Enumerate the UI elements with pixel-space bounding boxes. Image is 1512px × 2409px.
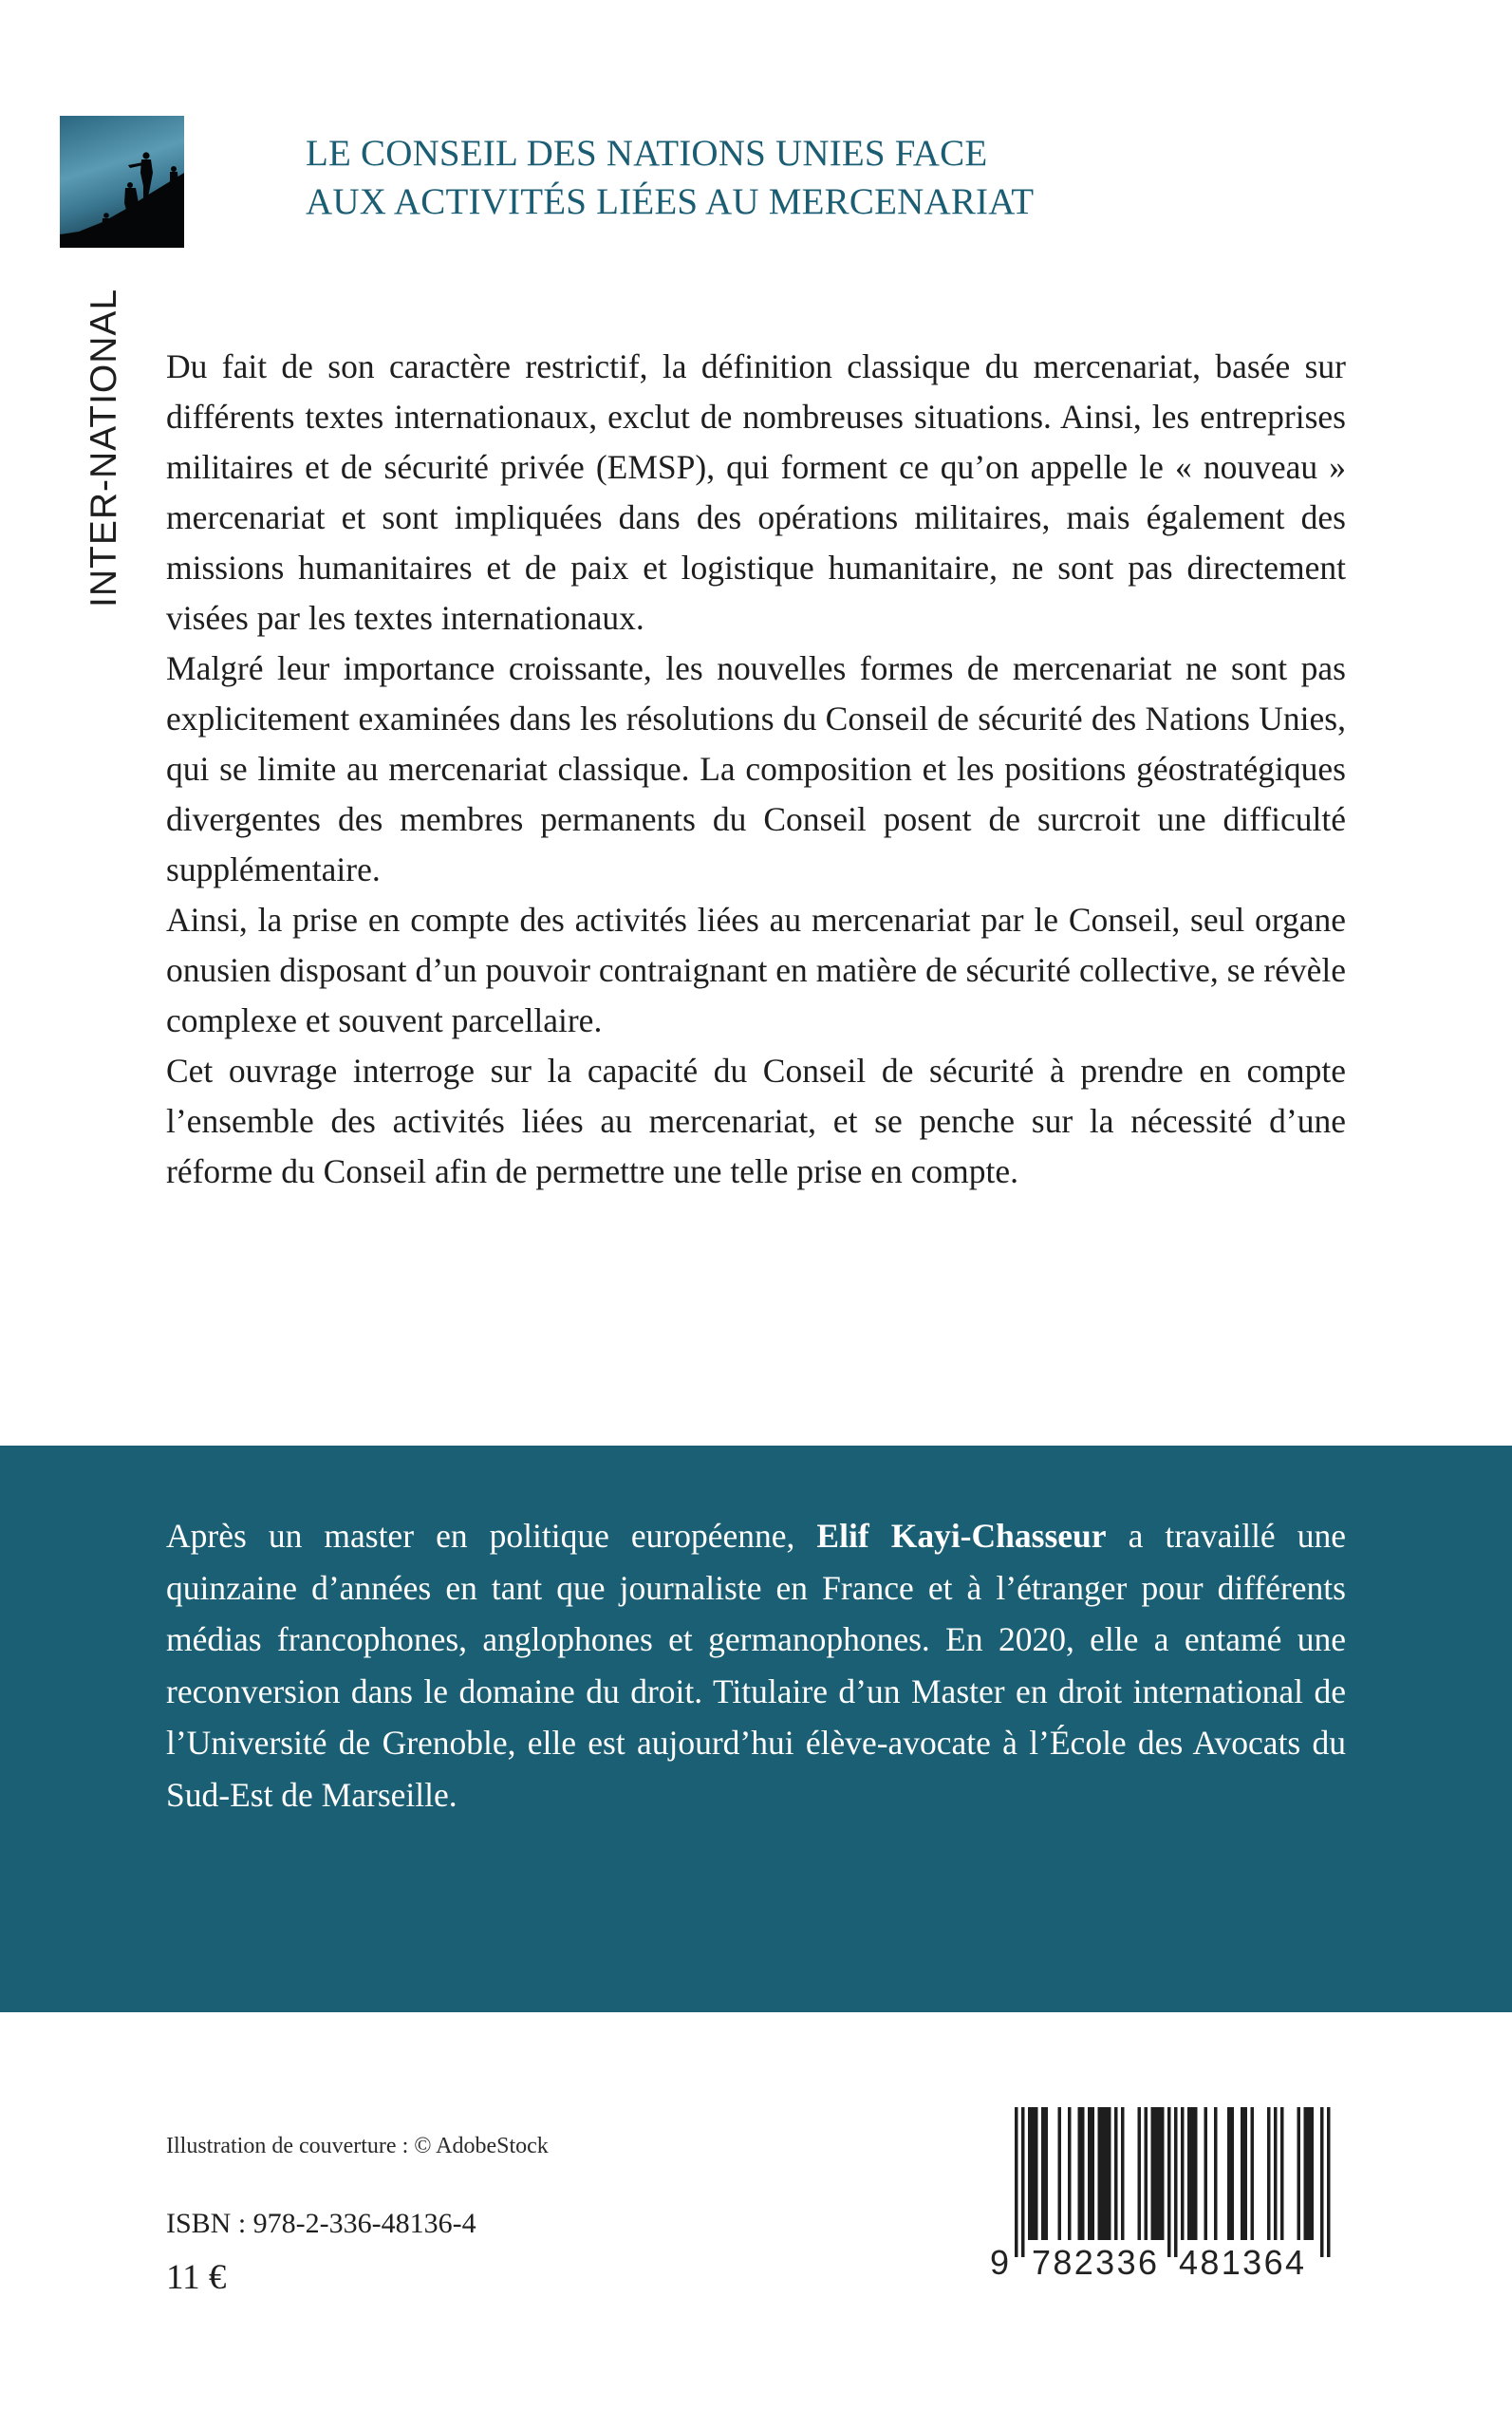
- isbn-label: ISBN : 978-2-336-48136-4: [166, 2208, 476, 2239]
- blurb-paragraph: Du fait de son caractère restrictif, la définition classique du mercenariat, basée sur différents textes internationaux, exclut de nombreuses situations. Ainsi, les entreprises militaires et de sécurité privée (EMSP), qui forment ce qu’on appelle le « nouveau » mercenariat et sont impliquées dans des opérations militaires, mais également des missions humanitaires et de paix et logistique humanitaire, ne sont pas directement visées par les textes internationaux.: [166, 347, 1346, 637]
- author-bio-body: a travaillé une quinzaine d’années en tant que journaliste en France et à l’étranger pour différents médias francophones, anglophones et germanophones. En 2020, elle a entamé une reconversion dans le domaine du droit. Titulaire d’un Master en droit international de l’Université de Grenoble, elle est aujourd’hui élève-avocate à l’École des Avocats du Sud-Est de Marseille.: [166, 1517, 1346, 1814]
- blurb-paragraph: Malgré leur importance croissante, les nouvelles formes de mercenariat ne sont pas explicitement examinées dans les résolutions du Conseil de sécurité des Nations Unies, qui se limite au mercenariat classique. La composition et les positions géostratégiques divergentes des membres permanents du Conseil posent de surcroit une difficulté supplémentaire.: [166, 649, 1346, 888]
- author-name: Elif Kayi-Chasseur: [816, 1517, 1107, 1555]
- blurb-paragraph: Cet ouvrage interroge sur la capacité du Conseil de sécurité à prendre en compte l’ensemble des activités liées au mercenariat, et se penche sur la nécessité d’une réforme du Conseil afin de permettre une telle prise en compte.: [166, 1052, 1346, 1190]
- barcode-left-digits: 782336: [1032, 2243, 1157, 2282]
- cover-thumbnail-image: [60, 116, 184, 248]
- author-bio-intro: Après un master en politique européenne,: [166, 1517, 817, 1555]
- illustration-credit: Illustration de couverture : © AdobeStock: [166, 2134, 549, 2158]
- soldiers-silhouette-icon: [60, 116, 184, 248]
- barcode-first-digit: 9: [990, 2243, 1010, 2282]
- barcode-right-digits: 481364: [1179, 2243, 1304, 2282]
- book-title-line-2: AUX ACTIVITÉS LIÉES AU MERCENARIAT: [306, 181, 1035, 222]
- series-label: INTER-NATIONAL: [84, 288, 124, 607]
- author-bio: [166, 1510, 1346, 1821]
- book-title: [306, 129, 1034, 226]
- barcode-icon: [982, 2102, 1343, 2283]
- ean13-barcode: [982, 2102, 1343, 2283]
- book-blurb: [166, 342, 1346, 1197]
- book-title-line-1: LE CONSEIL DES NATIONS UNIES FACE: [306, 133, 988, 174]
- price-label: 11 €: [166, 2258, 227, 2297]
- blurb-paragraph: Ainsi, la prise en compte des activités liées au mercenariat par le Conseil, seul organe onusien disposant d’un pouvoir contraignant en matière de sécurité collective, se révèle complexe et souvent parcellaire.: [166, 901, 1346, 1039]
